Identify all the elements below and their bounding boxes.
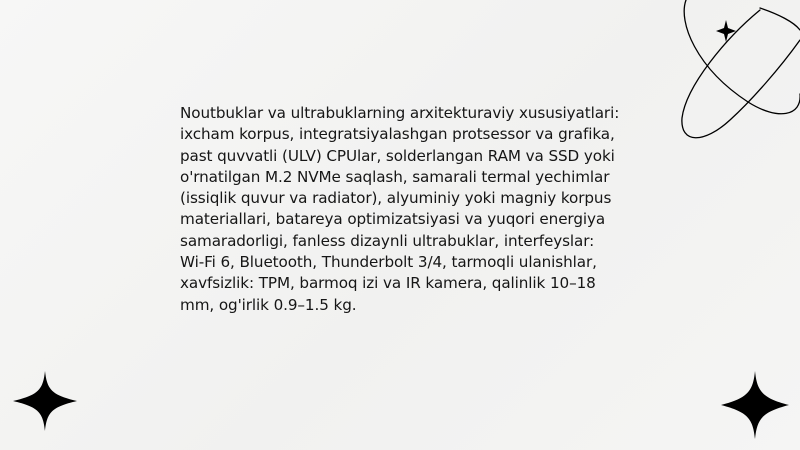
orbit-lines-with-sparkle-icon [660,0,800,150]
four-point-star-icon [721,371,789,439]
slide-body-text: Noutbuklar va ultrabuklarning arxitekturaviy xususiyatlari: ixcham korpus, integratsiyalashgan protsessor va grafika, past quvvatli (ULV) CPUlar, solderlangan RAM va SSD yoki o'rnatilgan M.2 NVMe saqlash, samarali termal yechimlar (issiqlik quvur va radiator), alyuminiy yoki magniy korpus materiallari, batareya optimizatsiyasi va yuqori energiya samaradorligi, fanless dizaynli ultrabuklar, interfeyslar: Wi-Fi 6, Bluetooth, Thunderbolt 3/4, tarmoqli ulanishlar, xavfsizlik: TPM, barmoq izi va IR kamera, qalinlik 10–18 mm, og'irlik 0.9–1.5 kg. [180,104,620,314]
sparkle-icon [716,20,736,42]
four-point-star-icon [13,371,77,431]
